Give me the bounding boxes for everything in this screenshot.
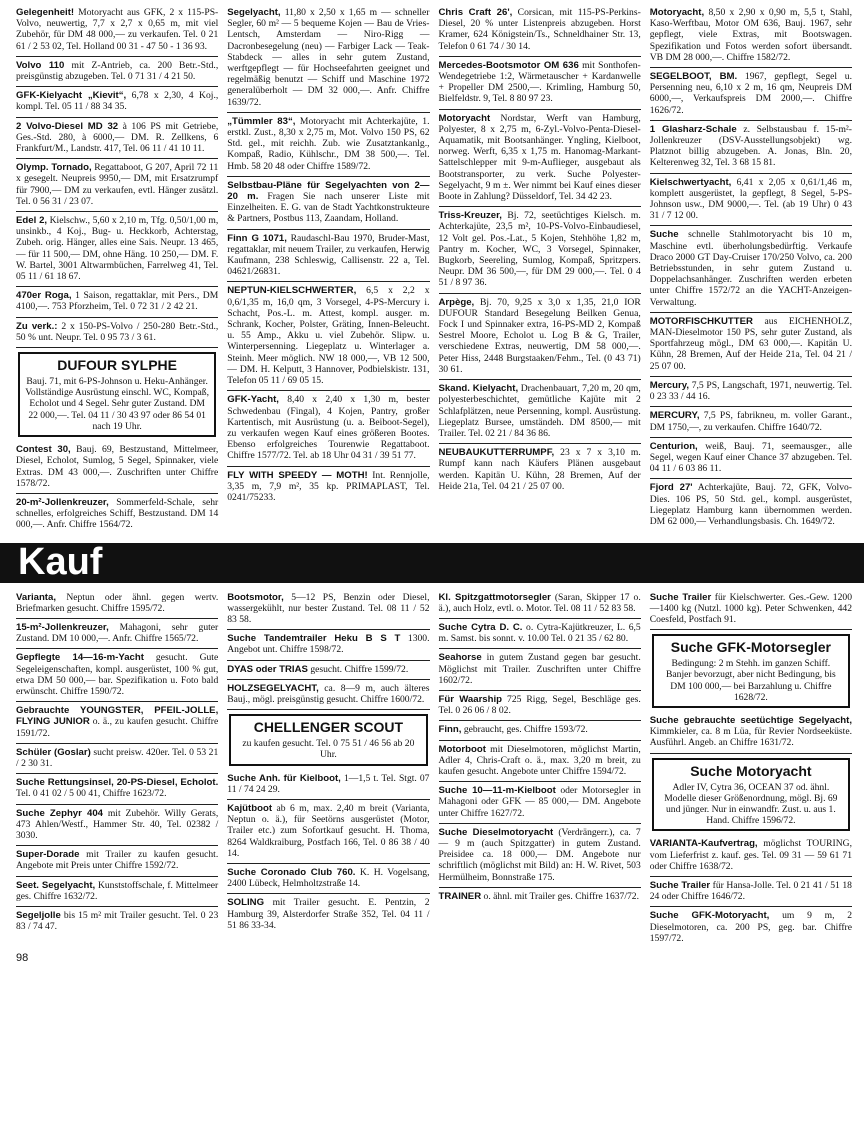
ad-text: o. ä., zu kaufen gesucht. Chiffre 1591/72. (16, 716, 219, 739)
ad-lead: 2 Volvo-Diesel MD 32 (16, 120, 119, 132)
ad-lead: Suche 10—11-m-Kielboot (438, 785, 556, 797)
ad-text: K. H. Vogelsang, 2400 Lübeck, Helmholtzstraße 14. (227, 866, 430, 890)
ad-text: o. Cytra-Kajütkreuzer, L. 6,5 m. Samst. bis sonnt. v. 10.00 Tel. 0 21 35 / 62 80. (438, 621, 641, 645)
ad-lead: Skand. Kielyacht, (438, 383, 519, 395)
ad-text: mit Dieselmotoren, möglichst Martin, Adler 4, Chris-Craft o. ä., max. 3,20 m breit, zu kaufen gesucht. Angebote unter Chiffre 1594/72. (438, 743, 641, 777)
classified-ad (227, 864, 429, 894)
ad-lead: Motorboot (438, 743, 486, 755)
ad-lead: Zu verk.: (16, 320, 58, 332)
ad-lead: Seet. Segelyacht, (16, 879, 96, 891)
classified-ad (16, 87, 218, 117)
ad-lead: MERCURY, (649, 410, 700, 422)
ad-lead: 20-m²-Jollenkreuzer, (16, 496, 109, 508)
ad-lead: Schüler (Goslar) (16, 746, 91, 758)
classified-ad (227, 894, 429, 935)
ad-text: bis 15 m² mit Trailer gesucht. Tel. 0 23 83 / 74 47. (16, 909, 219, 933)
ad-lead: Olymp. Tornado, (16, 162, 92, 174)
classified-ad (16, 649, 218, 702)
ad-lead: Für Waarship (438, 693, 503, 705)
ad-text: 1967, gepflegt, Segel u. Persenning neu, 6,10 x 2 m, 16 qm, Neupreis DM 6000,—, Verkaufspreis DM 2000,—. Chiffre 1626/72. (649, 71, 853, 116)
ad-lead: Gebrauchte YOUNGSTER, PFEIL-JOLLE, FLYING JUNIOR (16, 705, 219, 728)
ad-text: Neptun oder ähnl. gegen wertv. Briefmarken gesucht. Chiffre 1595/72. (16, 591, 219, 614)
ad-text: Drachenbauart, 7,20 m, 20 qm, polyesterbeschichtet, gemütliche Kajüte mit 2 Schlafplätzen, neue Persenning, kompl. Ausrüstung. Liegeplatz Bursee, umständeh. DM 8500,— mit Trailer. Tel. 02 21 / 84 36 86. (438, 383, 641, 439)
classified-ad (650, 835, 852, 877)
ad-lead: NEPTUN-KIELSCHWERTER, (227, 285, 357, 297)
sale-section (16, 4, 852, 535)
ad-text: z. Selbstausbau f. 15-m²-Jollenkreuzer (DSV-Ausstellungsobjekt) wg. Platznot billig abzugeben. A. Jonas, Bln. 20, Kelterenweg 32, Tel. 3 68 15 81. (649, 123, 852, 169)
ad-text: Corsican, mit 115-PS-Perkins-Diesel, 20 % unter Listenpreis abzugeben. Horst Kramer, 624 Königstein/Ts., Schneldhainer Str. 13, Telefon 0 61 74 / 30 14. (438, 7, 641, 52)
ad-text: Achterkajüte, Bauj. 72, GFK, Volvo-Dies. 106 PS, 50 Std. gel., kompl. ausgerüstet, Liegeplatz Hamburg kann übernommen werden. DM 62 000,— Verhandlungsbasis. Ch. 1649/72. (649, 482, 852, 527)
ad-lead: Varianta, (16, 591, 56, 603)
ad-text: 11,80 x 2,50 x 1,65 m — schneller Segler, 60 m² — 5 bequeme Kojen — Bau de Vries-Lentsch, Amsterdam — Niro-Rigg — Dacronbesegelung (neu) — Farbiger Lack — Teak-Stabdeck — alles in sehr gutem Zustand, werftgepflegt — für Hochseefahrten geeignet und regelmäßig benutzt — Schiff und Maschine 1972 generalüberholt — DM 32 000,—. Anfr. Chiffre 1639/72. (227, 7, 430, 108)
ad-text: sucht preisw. 420er. Tel. 0 53 21 / 2 30 31. (16, 746, 219, 769)
sale-column-4 (650, 4, 852, 535)
ad-lead: Suche Trailer (649, 879, 711, 891)
ad-lead: 15-m²-Jollenkreuzer, (16, 621, 109, 633)
wanted-column-2 (227, 589, 429, 948)
ad-text: Fragen Sie nach unserer Liste mit Einzelheiten. E. G. van de Stadt Yachtkonstrukteure & Partners, Postbus 113, Zaandam, Holland. (227, 191, 430, 225)
ad-lead: Motoryacht, (649, 7, 705, 18)
ad-text: 8,50 x 2,90 x 0,90 m, 5,5 t, Stahl, Kaso-Werftbau, Motor OM 636, Bauj. 1967, sehr gepflegt, viele Extras, mit Bootswagen. Spezifikation und Fotos werden sofort übersandt. VB DM 28 000,—. Chiffre 1582/72. (649, 7, 852, 63)
classified-ad (439, 207, 641, 293)
boxed-ad-text: Adler IV, Cytra 36, OCEAN 37 od. ähnl. Modelle dieser Größenordnung, mögl. Bj. 69 und jünger. Nur in einwandfr. Zust. u. aus 1. Hand. Chiffre 1596/72. (664, 781, 838, 827)
ad-text: Bj. 70, 9,25 x 3,0 x 1,35, 21,0 IOR DUFOUR Standard Besegelung Beilken Genua, Fock I und Spinnaker extra, 16-PS-MD 2, Kompaß Sestrel Moore, Echolot u. Log B & G, Trailer, verschiedene Extras, neuwertig, DM 58 000,—. Peter Hiss, 2448 Burgstaaken/Fehm., Tel. (0 43 71) 30 61. (438, 296, 641, 375)
ad-lead: Edel 2, (16, 215, 48, 227)
classified-ad (16, 744, 218, 774)
ad-text: Kunststoffschale, f. Mittelmeer ges. Chiffre 1632/72. (16, 879, 219, 902)
classified-ad (439, 824, 641, 888)
ad-text: Bj. 72, seetüchtiges Kielsch. m. Achterkajüte, 23,5 m², 10-PS-Volvo-Einbaudiesel, 12 Volt gel. Pos.-Lat., 5 Kojen, Stehhöhe 1,82 m, Pantry m. Kocher, WC, 3 Vorsegel, Spinnaker, Bugkorb, Seereling, Sumlog, Kompaß, Spritzpers. Neupr. DM 36 500,—, für DM 29 000,—. Tel. 0 4 51 / 8 97 36. (438, 210, 641, 289)
classified-ad (16, 441, 218, 494)
classified-ad (227, 800, 429, 864)
ad-lead: Suche Zephyr 404 (16, 807, 103, 819)
ad-text: für Kielschwerter. Ges.-Gew. 1200—1400 kg (Nutzl. 1000 kg). Peter Schwenken, 442 Coesfeld, Postfach 91. (649, 591, 852, 625)
boxed-ad-headline: Suche GFK-Motorsegler (670, 639, 831, 656)
ad-lead: Suche Anh. für Kielboot, (227, 772, 341, 784)
ad-text: gesucht. Gute Segeleigenschaften, kompl. ausgerüstet, 100 % gut, etwa DM 50 000,— bar. Spezifikation u. Foto bald erwünscht. Chiffre 1590/72. (16, 652, 219, 697)
ad-text: ab 6 m, max. 2,40 m breit (Varianta, Neptun o. ä.), für Seetörns ausgerüstet (Motor, Trailer etc.) zum Sofortkauf gesucht. H. Thoma, 8264 Waldkraiburg, Postfach 166, Tel. 0 86 38 / 40 14. (227, 802, 430, 859)
ad-text: mit Trailer gesucht. E. Pentzin, 2 Hamburg 39, Alsterdorfer Straße 352, Tel. 04 11 / 51 86 33-34. (227, 897, 430, 931)
ad-lead: Kajütboot (227, 802, 273, 814)
classified-ad (227, 467, 429, 508)
ad-text: Kimmkieler, ca. 8 m Lüa, für Revier Nordseeküste. Ausführl. Angeb. an Chiffre 1631/72. (649, 726, 852, 749)
ad-text: Motoryacht aus GFK, 2 x 115-PS-Volvo, neuwertig, 7,7 x 2,7 x 0,65 m, mit viel Zubehör, für DM 48 000,— zu verkaufen. Tel. 0 21 61 / 2 53 02, Tel. Holland 00 31 - 47 50 - 1 36 93. (16, 7, 219, 52)
ad-text: 23 x 7 x 3,10 m. Rumpf kann nach Käufers Plänen ausgebaut werden. Kapitän U. Kühn, 28 Bremen, Auf der Heide 21a, Tel. 04 21 / 25 07 00. (438, 447, 641, 492)
ad-text: Regattaboot, G 207, April 72 11 x gesegelt. Neupreis 9950,— DM, mit Ersatzrumpf für 7900,— DM zu verkaufen, evtl. Hänger zusätzl. Tel. 0 56 31 / 23 07. (16, 162, 219, 207)
ad-text: Nordstar, Werft van Hamburg, Polyester, 8 x 2,75 m, 6-Zyl.-Volvo-Penta-Diesel-Aquamatik, mit Bootsanhänger. Yngling, Kielboot, norweg. Werft, 6,35 x 1,75 m. Hanomag-Markant-Sattelschlepper mit 9-m-Auflieger, ausgebaut als Bootstransporter, zu verk. Suche Polyester-Segelyacht, 9 m ±. Wer nimmt bei Kauf eines dieser Boote in Zahlung? Düsseldorf, Tel. 34 42 23. (438, 112, 641, 203)
classified-ad (16, 287, 218, 317)
boxed-ad-text: Bedingung: 2 m Stehh. im ganzen Schiff. Banjer bevorzugt, aber nicht Bedingung, bis DM 100 000,— bei Barzahlung u. Chiffre 1628/72. (666, 658, 836, 703)
ad-text: 725 Rigg, Segel, Beschläge ges. Tel. 0 26 06 / 8 02. (438, 693, 641, 717)
classified-ad (16, 774, 218, 804)
section-banner (0, 543, 864, 583)
classified-ad (650, 174, 852, 227)
ad-text: mit Zubehör. Willy Gerats, 473 Ahlen/Westf., Hammer Str. 40, Tel. 02382 / 3030. (16, 807, 219, 841)
ad-lead: Suche (649, 229, 679, 241)
wanted-section (16, 589, 852, 948)
boxed-ad-headline: CHELLENGER SCOUT (253, 719, 404, 736)
classified-ad (439, 589, 641, 619)
ad-text: Bauj. 69, Bestzustand, Mittelmeer, Diesel, Echolot, Sumlog, 5 Segel, Spinnaker, viele Extras. DM 43 000,—. Zuschriften unter Chiffre 1578/72. (16, 444, 219, 489)
boxed-ad (652, 758, 850, 832)
classified-ad (650, 226, 852, 312)
classified-ad (16, 4, 218, 57)
ad-lead: TRAINER (438, 890, 482, 902)
ad-lead: Suche Tandemtrailer Heku B S T (227, 633, 401, 645)
page-number: 98 (16, 951, 29, 964)
ad-text: möglichst TOURING, vom Lieferfrist z. kauf. ges. Tel. 09 31 — 59 61 71 oder Chiffre 1638/72. (649, 838, 852, 872)
ad-text: à 106 PS mit Getriebe, Ges.-Std. 280, à 6000,— DM. R. Zellkens, 6 Frankfurt/M., Landstr. 417, Tel. 06 11 / 41 10 11. (16, 120, 219, 155)
classified-ad (227, 589, 429, 631)
ad-text: 6,78 x 2,30, 4 Koj., kompl. Tel. 05 11 / 88 34 35. (16, 90, 219, 113)
classified-ad (16, 212, 218, 287)
classified-ad (650, 377, 852, 407)
ad-text: (Saran, Skipper 17 o. ä.), auch Holz, evtl. o. Motor. Tel. 08 11 / 52 83 58. (438, 591, 641, 614)
boxed-ad-headline: Suche Motoryacht (690, 762, 812, 779)
ad-lead: Segelyacht, (227, 7, 281, 18)
classified-ad (16, 118, 218, 160)
classified-ad (439, 57, 641, 110)
classified-ad (650, 907, 852, 948)
ad-text: schnelle Stahlmotoryacht bis 10 m, Maschine evtl. überholungsbedürftig. Verkaufe Draco 2000 GT Day-Cruiser 170/250 Volvo, ca. 200 Betriebsstunden, in sehr gutem Zustand u. Doppelachsanhänger. Zuschriften werden erbeten unter Chiffre 1572/72 an die YACHT-Anzeigen-Verwaltung. (649, 229, 852, 308)
classified-ad (16, 619, 218, 649)
boxed-ad (652, 634, 850, 708)
ad-lead: Kielschwertyacht, (649, 176, 732, 188)
ad-lead: SOLING (227, 897, 265, 909)
ad-text: 6,41 x 2,05 x 0,61/1,46 m, komplett ausgerüstet, la gepflegt, 8 Segel, 5-PS-Johnson usw., DM 9000,—. Tel. (ab 19 Uhr) 0 43 31 / 7 12 00. (649, 176, 852, 222)
ad-lead: Arpège, (438, 296, 475, 308)
ad-text: 1—1,5 t. Tel. Stgt. 07 11 / 74 24 29. (227, 772, 430, 795)
classified-ad (16, 805, 218, 847)
classified-ad (439, 110, 641, 208)
ad-lead: Chris Craft 26', (438, 7, 513, 18)
ad-lead: VARIANTA-Kaufvertrag, (649, 838, 758, 850)
boxed-ad-text: zu kaufen gesucht. Tel. 0 75 51 / 46 56 ab 20 Uhr. (242, 738, 415, 761)
classified-ad (650, 121, 852, 174)
classified-ad (227, 282, 429, 391)
ad-lead: Suche GFK-Motoryacht, (649, 910, 770, 922)
classified-ad (439, 4, 641, 57)
ad-text: mit Z-Antrieb, ca. 200 Betr.-Std., preisgünstig abzugeben. Tel. 0 71 31 / 4 21 50. (16, 59, 219, 83)
classified-ad (227, 680, 429, 710)
ad-text: Int. Rennjolle, 3,35 m, 7,9 m², 35 kp. PRIMAPLAST, Tel. 0241/75233. (227, 469, 430, 503)
ad-text: 1300. Angebot unt. Chiffre 1598/72. (227, 633, 430, 656)
ad-text: Kielschw., 5,60 x 2,10 m, Tfg. 0,50/1,00 m, unsinkb., 4 Koj., Bug- u. Heckkorb, Achterstag, Zubeh. orig. Hänger, alles eine Sais. Neupr. 13 465,— für 11 500,— DM, ohne Häng. 10 250,— DM. F. W. Bartel, 3001 Altwarmbüchen, Farrelweg 41, Tel. 05 11 / 61 18 67. (16, 215, 219, 283)
ad-text: mit Sonthofen-Wendegetriebe 1:2, Wärmetauscher + Kardanwelle + Propeller DM 2500,—. Krimling, Hamburg 50, Bielfeldstr. 9, Tel. 8 80 97 23. (438, 59, 641, 105)
ad-lead: Suche Cytra D. C. (438, 621, 523, 633)
sale-column-3 (439, 4, 641, 535)
ad-text: 6,5 x 2,2 x 0,6/1,35 m, 16,0 qm, 3 Vorsegel, 4-PS-Mercury i. Schacht, Pos.-L. m. Attest, kompl. ausger. m. Schrank, Kocher, Polster, Gräting, Innen-Beleucht. u. 55 Amp., Akku u. viel Zubehör. Slipw. u. Winterpersenning. Liegeplatz u. Winterlager a. Steinh. Meer möglich. NW 18 000,—, VB 12 500,— DM. H. Kelputt, 3 Hannover, Podbielskistr. 131, Telefon 05 11 / 69 05 15. (227, 285, 430, 387)
ad-lead: MOTORFISCHKUTTER (649, 315, 753, 327)
ad-text: in gutem Zustand gegen bar gesucht. Möglichst mit Trailer. Zuschriften unter Chiffre 1602/72. (438, 652, 641, 686)
ad-text: Sommerfeld-Schale, sehr schnelles, erfolgreiches Schiff, Bestzustand. DM 14 000,—. Anfr. Chiffre 1564/72. (16, 496, 219, 531)
ad-lead: DYAS oder TRIAS (227, 663, 308, 675)
ad-lead: Finn G 1071, (227, 232, 287, 244)
classified-ad (16, 159, 218, 212)
ad-lead: Seahorse (438, 652, 482, 664)
classified-ad (227, 177, 429, 230)
ad-lead: Volvo 110 (16, 59, 65, 71)
classified-ad (227, 391, 429, 466)
ad-lead: 1 Glasharz-Schale (649, 123, 737, 135)
ad-text: für Hansa-Jolle. Tel. 0 21 41 / 51 18 24 oder Chiffre 1646/72. (649, 879, 852, 903)
classified-ad (227, 113, 429, 177)
section-title: Kauf (18, 541, 103, 584)
classified-ad (650, 877, 852, 907)
classified-ad (439, 380, 641, 444)
ad-text: Raudaschl-Bau 1970, Bruder-Mast, regattaklar, mit neuem Trailer, zu verkaufen, Herwig Kaufmann, 238 Schleswig, Callisenstr. 22 a, Tel. 04621/26831. (227, 232, 430, 278)
ad-text: o. ähnl. mit Trailer ges. Chiffre 1637/72. (483, 890, 639, 902)
classified-ad (439, 888, 641, 906)
ad-text: weiß, Bauj. 71, seemausger., alle Segel, wegen Kauf einer Chance 37 abzugeben. Tel. 04 11 / 6 03 86 11. (649, 440, 852, 475)
classified-ad (16, 494, 218, 535)
ad-lead: SEGELBOOT, BM. (649, 71, 738, 83)
ad-text: 1 Saison, regattaklar, mit Pers., DM 4100,—. 753 Pforzheim, Tel. 0 72 31 / 2 42 21. (16, 290, 219, 313)
sale-column-2 (227, 4, 429, 535)
ad-lead: Mercury, (649, 379, 690, 391)
ad-text: mit Trailer zu kaufen gesucht. Angebote mit Preis unter Chiffre 1592/72. (16, 849, 219, 872)
wanted-column-1 (16, 589, 218, 948)
classified-ad (16, 318, 218, 348)
ad-lead: Suche Trailer (649, 591, 712, 603)
ad-lead: Gelegenheit! (16, 7, 75, 18)
classified-ad (650, 4, 852, 68)
ad-lead: Motoryacht (438, 112, 491, 124)
classified-ad (16, 877, 218, 907)
ad-text: 7,5 PS, fabrikneu, m. voller Garant., DM 1750,—, zu verkaufen. Chiffre 1640/72. (649, 410, 852, 433)
classified-ad (650, 589, 852, 631)
classified-ad (439, 619, 641, 649)
classified-ad (439, 294, 641, 380)
classified-ad (439, 444, 641, 496)
ad-text: gebraucht, ges. Chiffre 1593/72. (463, 724, 588, 736)
classified-ad (227, 230, 429, 283)
ad-lead: FLY WITH SPEEDY — MOTH! (227, 469, 368, 481)
ad-lead: „Tümmler 83“, (227, 115, 296, 127)
classified-ad (227, 770, 429, 800)
ad-lead: Bootsmotor, (227, 591, 284, 603)
classified-ad (439, 691, 641, 721)
classified-ad (650, 438, 852, 480)
ad-lead: 470er Roga, (16, 290, 72, 302)
classified-ad (650, 407, 852, 437)
ad-text: Tel. 0 41 02 / 5 00 41, Chiffre 1623/72. (16, 788, 167, 800)
ad-lead: Gepflegte 14—16-m-Yacht (16, 652, 144, 664)
ad-text: Mahagoni, sehr guter Zustand. DM 10 000,—. Anfr. Chiffre 1565/72. (16, 621, 219, 645)
ad-lead: Suche Rettungsinsel, 20-PS-Diesel, Echolot. (16, 777, 219, 789)
classified-ad (439, 649, 641, 691)
ad-lead: Fjord 27' (649, 482, 693, 494)
classified-ad (439, 721, 641, 740)
ad-lead: Finn, (438, 724, 462, 736)
ad-text: (Verdrängerr.), ca. 7 — 9 m (auch Spitzgatter) in gutem Zustand. Preisidee ca. 18 000,— DM. Angebote nur schriftlich (möglichst mit Bild) an: H. W. Rivet, 503 Hermülheim, Bonnstraße 175. (438, 826, 641, 883)
classified-ad (650, 479, 852, 531)
ad-lead: Segeljolle (16, 909, 61, 921)
ad-lead: Contest 30, (16, 444, 71, 456)
ad-text: aus EICHENHOLZ, MAN-Dieselmotor 150 PS, sehr guter Zustand, als Sportfahrzeug mögl., DM 63 000,—. Kapitän U. Kühn, 28 Bremen, Auf der Heide 21a, Tel. 04 21 / 25 07 00. (649, 315, 852, 372)
classified-ad (16, 846, 218, 876)
classified-ad (227, 4, 429, 113)
classified-ad (650, 712, 852, 754)
ad-lead: Centurion, (649, 440, 698, 452)
ad-lead: NEUBAUKUTTERRUMPF, (438, 447, 555, 459)
ad-lead: HOLZSEGELYACHT, (227, 682, 319, 694)
classified-page (16, 4, 852, 964)
boxed-ad (229, 714, 427, 765)
ad-lead: GFK-Kielyacht „Kievit“, (16, 90, 127, 102)
ad-lead: Selbstbau-Pläne für Segelyachten von 2—20 m. (227, 179, 430, 203)
boxed-ad-text: Bauj. 71, mit 6-PS-Johnson u. Heku-Anhänger. Vollständige Ausrüstung einschl. WC, Kompaß, Echolot und 4 Segel. Sehr guter Zustand. DM 22 000,—. Tel. 04 11 / 30 43 97 oder 86 54 01 nach 19 Uhr. (25, 376, 210, 432)
ad-text: 7,5 PS, Langschaft, 1971, neuwertig. Tel. 0 23 33 / 44 16. (649, 379, 852, 403)
ad-text: gesucht. Chiffre 1599/72. (310, 663, 409, 675)
ad-text: oder Motorsegler in Mahagoni oder GFK — 85 000,— DM. Angebote unter Chiffre 1627/72. (438, 785, 641, 819)
ad-lead: Suche Dieselmotoryacht (438, 826, 554, 838)
wanted-column-4 (650, 589, 852, 948)
classified-ad (16, 907, 218, 936)
sale-column-1 (16, 4, 218, 535)
ad-lead: Triss-Kreuzer, (438, 210, 502, 222)
classified-ad (16, 702, 218, 744)
ad-lead: Suche gebrauchte seetüchtige Segelyacht, (649, 714, 852, 726)
ad-text: um 9 m, 2 Dieselmotoren, ca. 200 PS, geg. bar. Chiffre 1597/72. (649, 910, 852, 944)
classified-ad (16, 57, 218, 87)
classified-ad (227, 661, 429, 680)
ad-lead: GFK-Yacht, (227, 394, 279, 406)
ad-text: Motoryacht mit Achterkajüte, 1. erstkl. Zust., 8,30 x 2,75 m, Mot. Volvo 150 PS, 62 Std. gel., mit reichh. Zub. wie Zusatztankanlg., Kompaß, Radio, Kühlschr., DM 38 500,—. Tel. Hmb. 58 20 48 oder Chiffre 1589/72. (227, 115, 430, 172)
classified-ad (650, 313, 852, 377)
ad-lead: Kl. Spitzgattmotorsegler (438, 591, 551, 603)
ad-text: ca. 8—9 m, auch älteres Bauj., mögl. preisgünstig gesucht. Chiffre 1600/72. (227, 682, 430, 705)
ad-text: 2 x 150-PS-Volvo / 250-280 Betr.-Std., 50 % unt. Neupr. Tel. 0 95 73 / 3 61. (16, 320, 219, 343)
ad-lead: Super-Dorade (16, 849, 80, 861)
classified-ad (227, 630, 429, 660)
ad-lead: Mercedes-Bootsmotor OM 636 (438, 59, 579, 71)
boxed-ad-headline: DUFOUR SYLPHE (57, 357, 178, 374)
classified-ad (439, 782, 641, 824)
classified-ad (16, 589, 218, 619)
classified-ad (439, 741, 641, 783)
wanted-column-3 (439, 589, 641, 948)
ad-text: 8,40 x 2,40 x 1,30 m, bester Schwedenbau (Fingal), 4 Kojen, Pantry, großer Kartentisch, mit Ausrüstung (u. a. Beiboot-Segel), zu verkaufen wegen Kauf eines größeren Bootes. Ebenso erfolgreiches Tourenwie Regattaboot. Chiffre 1577/72. Tel. ab 18 Uhr 04 31 / 39 51 77. (227, 394, 430, 462)
ad-text: 5—12 PS, Benzin oder Diesel, wassergekühlt, nur bester Zustand. Tel. 08 11 / 52 83 58. (227, 591, 430, 625)
boxed-ad (18, 352, 216, 437)
classified-ad (650, 68, 852, 121)
ad-lead: Suche Coronado Club 760. (227, 866, 356, 878)
